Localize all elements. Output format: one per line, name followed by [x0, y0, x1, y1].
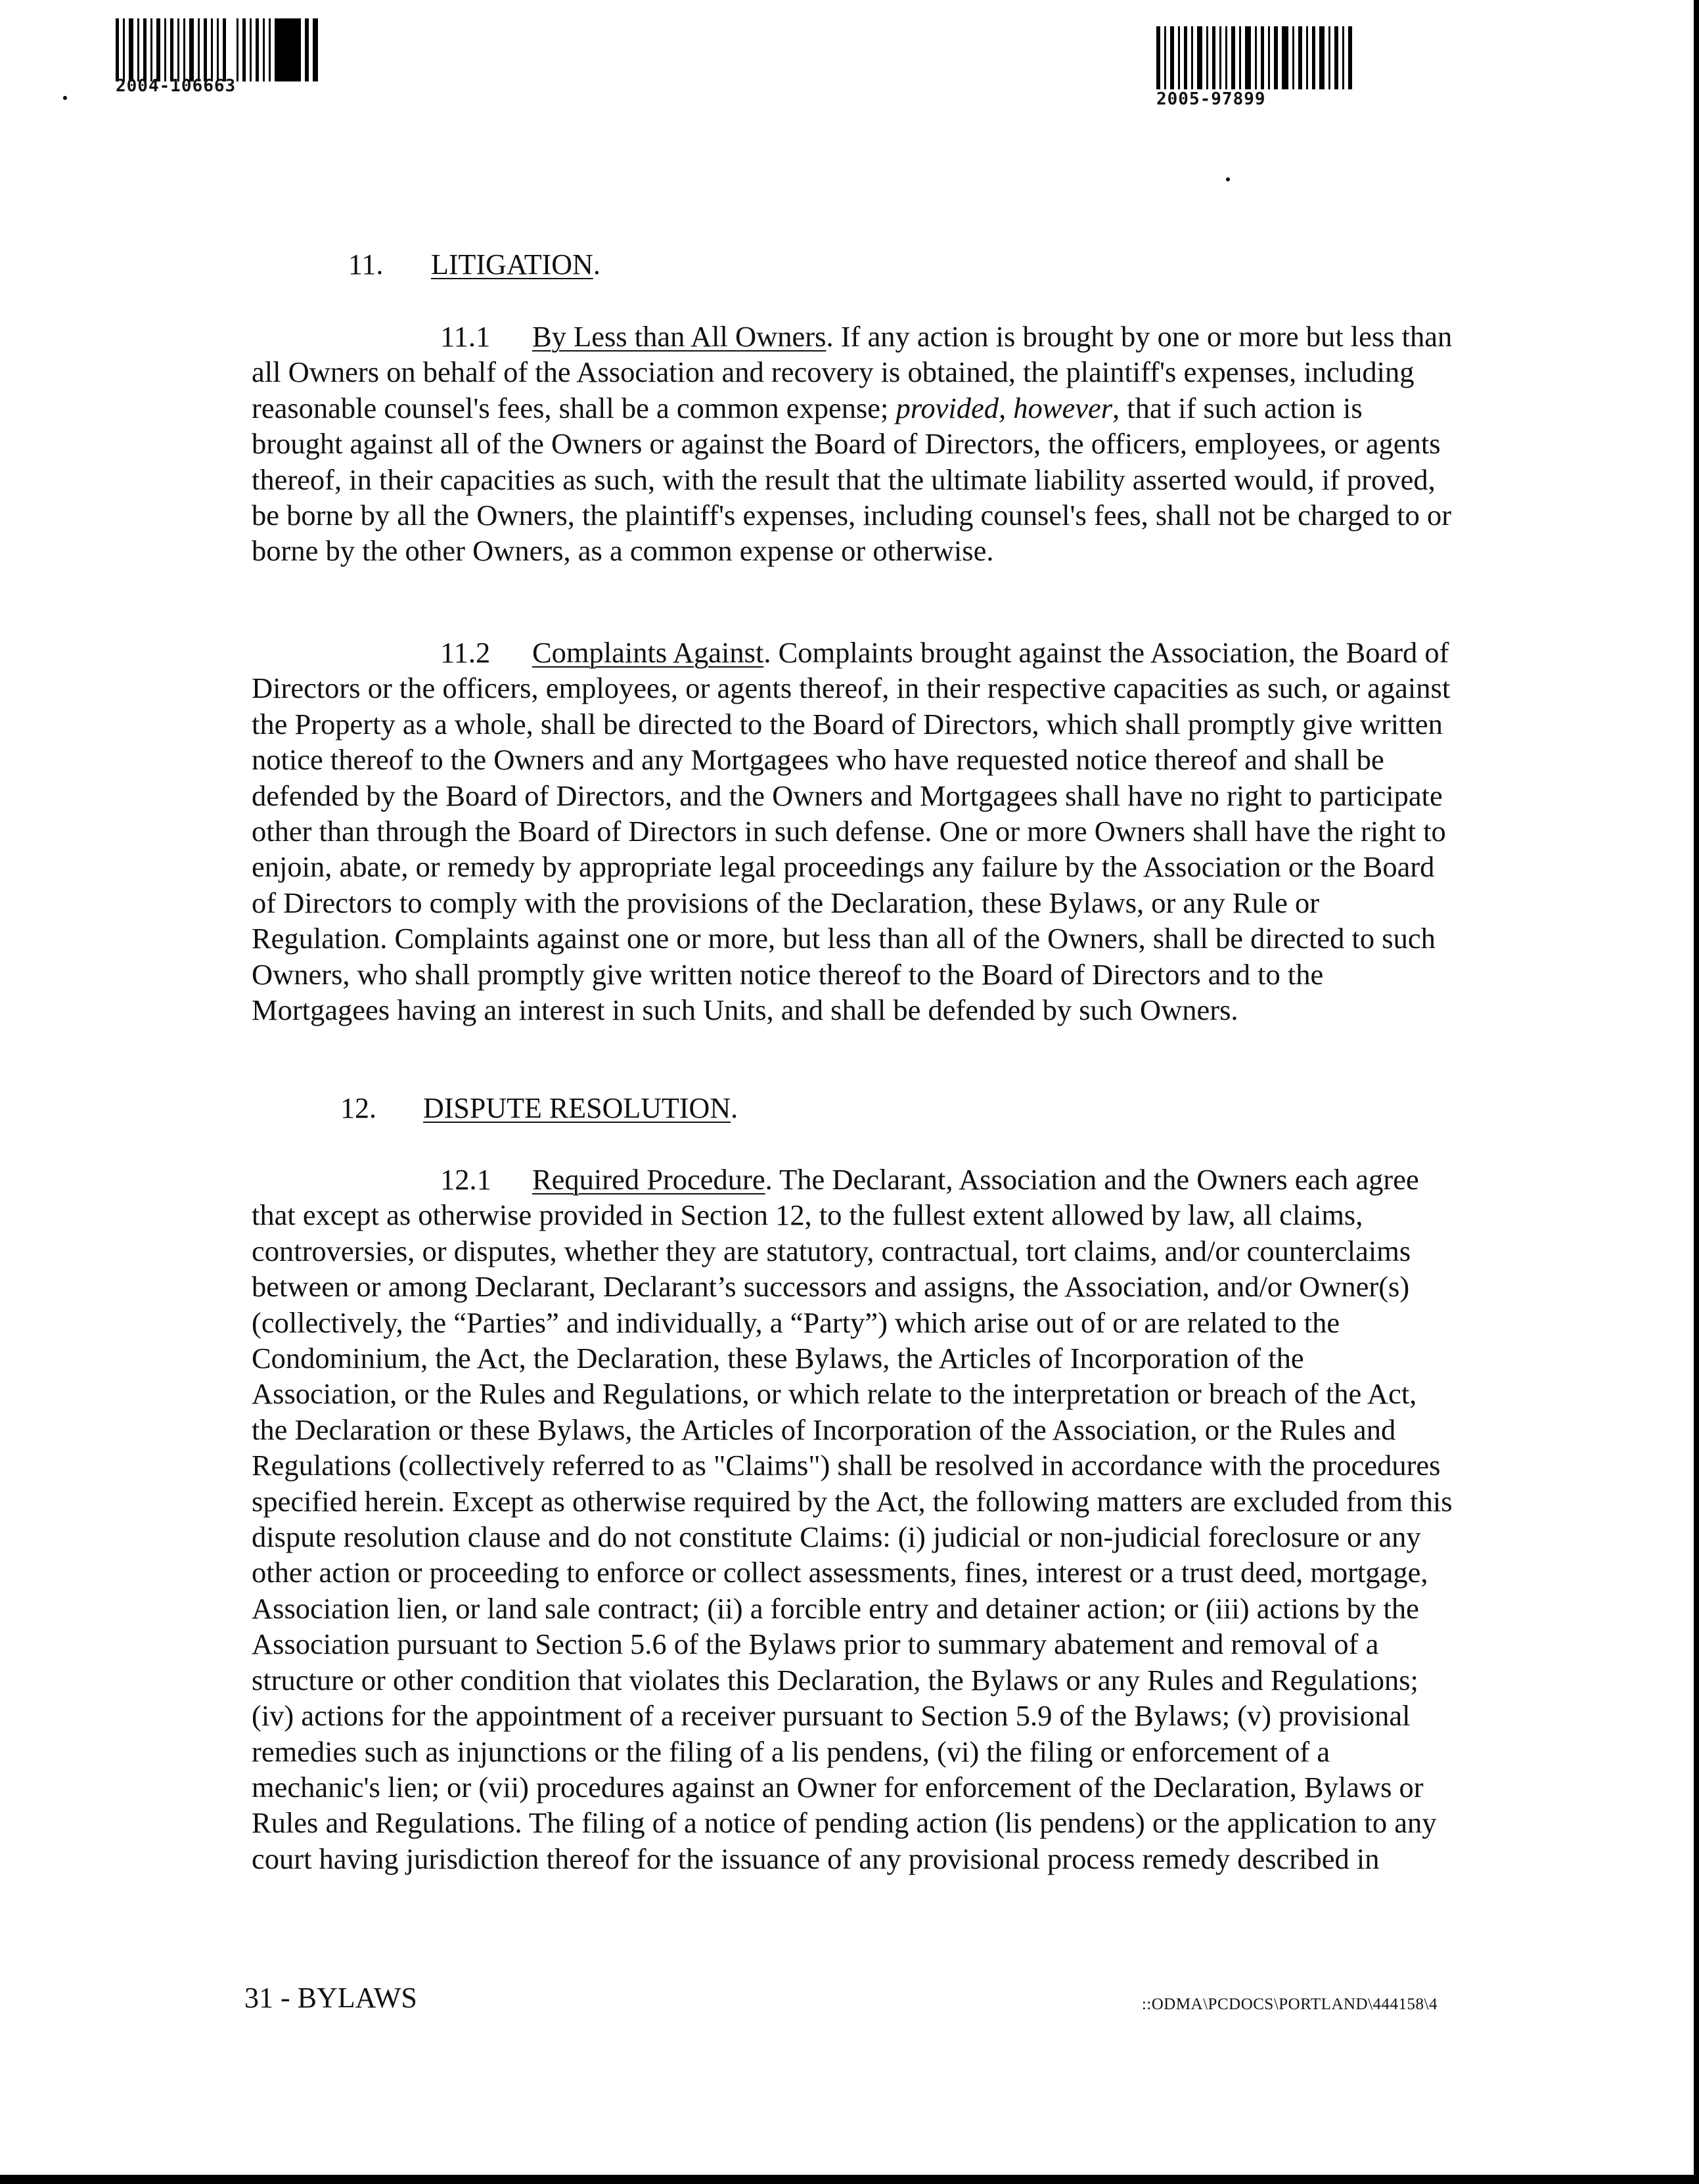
barcode-left	[116, 18, 322, 81]
page-label: 31 - BYLAWS	[244, 1982, 417, 2014]
paragraph-text: , that if such action is brought against all of the Owners or against the Board of Directors, the officers, employees, or agents thereof, in their capacities as such, with the result that the ultimate liability asserted would, if proved, be borne by all the Owners, the plaintiff's expenses, including counsel's fees, shall not be charged to or borne by the other Owners, as a common expense or otherwise.	[252, 391, 1452, 568]
barcode-right-number: 2005-97899	[1156, 89, 1266, 109]
paragraph-11-2	[252, 635, 1454, 1028]
subsection-number: 11.2	[440, 636, 491, 669]
subsection-heading: By Less than All Owners	[532, 320, 827, 353]
paragraph-text: . If any action is brought by one or more but less than all Owners on behalf of the Association and recovery is obtained, the plaintiff's expenses, including reasonable counsel's fees, shall be a common expense;	[252, 320, 1453, 424]
paragraph-text: . The Declarant, Association and the Owners each agree that except as otherwise provided in Section 12, to the fullest extent allowed by law, all claims, controversies, or disputes, whether they are statutory, contractual, tort claims, and/or counterclaims between or among Declarant, Declarant’s successors and assigns, the Association, and/or Owner(s) (collectively, the “Parties” and individually, a “Party”) which arise out of or are related to the Condominium, the Act, the Declaration, these Bylaws, the Articles of Incorporation of the Association, or the Rules and Regulations, or which relate to the interpretation or breach of the Act, the Declaration or these Bylaws, the Articles of Incorporation of the Association, or the Rules and Regulations (collectively referred to as "Claims") shall be resolved in accordance with the procedures specified herein. Except as otherwise required by the Act, the following matters are excluded from this dispute resolution clause and do not constitute Claims: (i) judicial or non-judicial foreclosure or any other action or proceeding to enforce or collect assessments, fines, interest or a trust deed, mortgage, Association lien, or land sale contract; (ii) a forcible entry and detainer action; or (iii) actions by the Association pursuant to Section 5.6 of the Bylaws prior to summary abatement and removal of a structure or other condition that violates this Declaration, the Bylaws or any Rules and Regulations; (iv) actions for the appointment of a receiver pursuant to Section 5.9 of the Bylaws; (v) provisional remedies such as injunctions or the filing of a lis pendens, (vi) the filing or enforcement of a mechanic's lien; or (vii) procedures against an Owner for enforcement of the Declaration, Bylaws or Rules and Regulations. The filing of a notice of pending action (lis pendens) or the application to any court having jurisdiction thereof for the issuance of any provisional process remedy described in	[252, 1163, 1453, 1875]
section-12-heading: 12. DISPUTE RESOLUTION.	[340, 1091, 738, 1126]
scan-border-right	[1694, 0, 1699, 2184]
subsection-number: 12.1	[440, 1163, 491, 1196]
paragraph-italic-text: provided, however	[895, 391, 1113, 424]
subsection-number: 11.1	[440, 320, 491, 353]
paragraph-text: . Complaints brought against the Association, the Board of Directors or the officers, employees, or agents thereof, in their respective capacities as such, or against the Property as a whole, shall be directed to the Board of Directors, which shall promptly give written notice thereof to the Owners and any Mortgagees who have requested notice thereof and shall be defended by the Board of Directors, and the Owners and Mortgagees shall have no right to participate other than through the Board of Directors in such defense. One or more Owners shall have the right to enjoin, abate, or remedy by appropriate legal proceedings any failure by the Association or the Board of Directors to comply with the provisions of the Declaration, these Bylaws, or any Rule or Regulation. Complaints against one or more, but less than all of the Owners, shall be directed to such Owners, who shall promptly give written notice thereof to the Board of Directors and to the Mortgagees having an interest in such Units, and shall be defended by such Owners.	[252, 636, 1451, 1027]
section-number: 12.	[340, 1092, 376, 1124]
paragraph-12-1	[252, 1162, 1454, 1877]
scan-speck	[1226, 177, 1230, 181]
section-number: 11.	[348, 248, 384, 281]
barcode-right	[1156, 26, 1356, 89]
barcode-left-number: 2004-106663	[116, 76, 237, 96]
scan-speck	[63, 96, 67, 100]
subsection-heading: Complaints Against	[532, 636, 764, 669]
subsection-heading: Required Procedure	[532, 1163, 765, 1196]
paragraph-11-1	[252, 319, 1454, 569]
section-title: LITIGATION	[431, 248, 593, 281]
document-path: ::ODMA\PCDOCS\PORTLAND\444158\4	[1141, 1995, 1438, 2013]
section-title: DISPUTE RESOLUTION	[423, 1092, 731, 1124]
section-11-heading: 11. LITIGATION.	[348, 247, 600, 283]
scan-border-bottom	[0, 2175, 1699, 2184]
